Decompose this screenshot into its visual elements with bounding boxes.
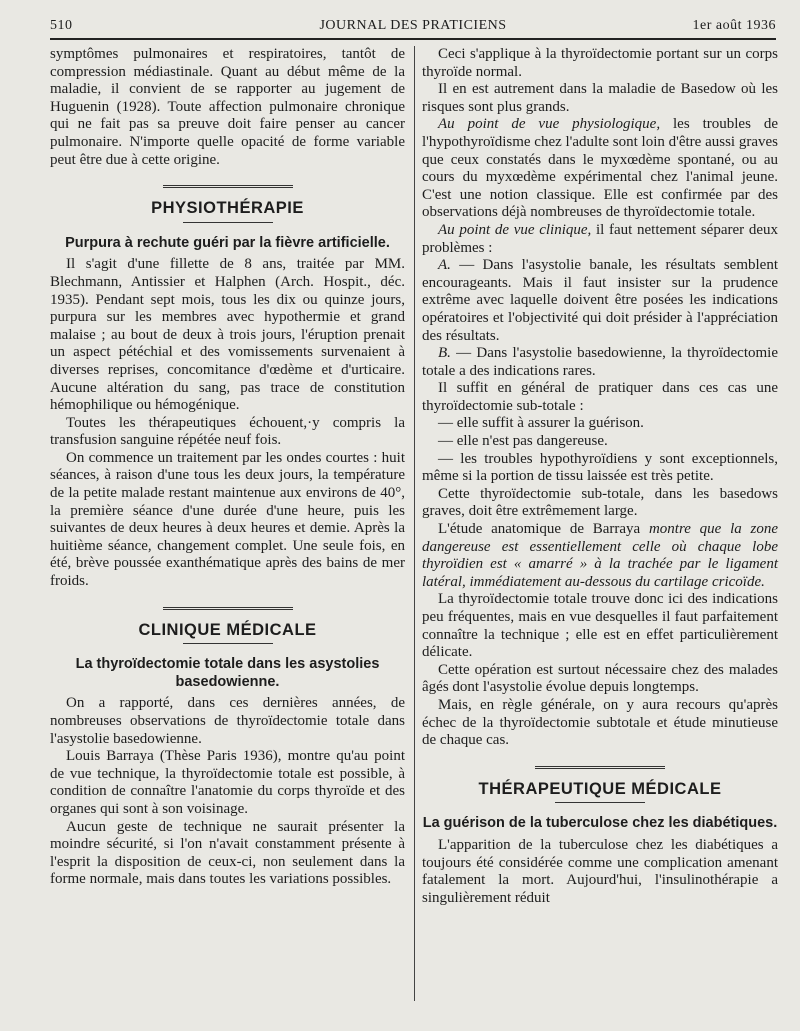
journal-title: JOURNAL DES PRATICIENS <box>319 18 507 33</box>
paragraph-text: — Dans l'asystolie banale, les résultats semblent encourageants. Mais il faut insister sur la prudence extrême avec laquelle doivent être posées les indications opératoires et l'objectivité qui doit présider à l'appréciation des résultats. <box>422 257 778 344</box>
paragraph: Cette opération est surtout nécessaire chez des malades âgés dont l'asystolie évolue depuis longtemps. <box>422 661 778 696</box>
list-item: — les troubles hypothyroïdiens y sont exceptionnels, même si la portion de tissu laissée est très petite. <box>422 450 778 485</box>
paragraph <box>422 521 778 591</box>
page-header <box>50 14 776 40</box>
section-rule <box>183 222 273 223</box>
list-item: — elle suffit à assurer la guérison. <box>438 415 644 432</box>
section-ornament <box>535 766 665 771</box>
article-title-thyroidectomie: La thyroïdectomie totale dans les asystolies basedowienne. <box>75 656 380 690</box>
paragraph: Il suffit en général de pratiquer dans ces cas une thyroïdectomie sub-totale : <box>422 380 778 414</box>
page-number: 510 <box>50 18 73 33</box>
continuation-paragraph: symptômes pulmonaires et respiratoires, tantôt de compression médiastinale. Quant au début même de la maladie, il convient de se rapporter au jugement de Huguenin (1928). Toute affection pulmonaire chronique qui ne fait pas sa preuve doit faire penser au cancer pulmonaire. N'importe quelle opacité de forme variable peut être due à cette origine. <box>50 46 405 168</box>
paragraph: Il en est autrement dans la maladie de Basedow où les risques sont plus grands. <box>422 81 778 115</box>
column-divider <box>414 46 415 1001</box>
paragraph: Cette thyroïdectomie sub-totale, dans les basedows graves, doit être extrêmement large. <box>422 485 778 520</box>
left-column <box>50 46 405 889</box>
italic-lead: A. <box>438 257 451 274</box>
section-heading-physiotherapie: PHYSIOTHÉRAPIE <box>151 199 304 218</box>
italic-lead: Au point de vue physiologique, <box>438 116 661 133</box>
paragraph <box>422 345 778 380</box>
paragraph: La thyroïdectomie totale trouve donc ici des indications peu fréquentes, mais en vue desquelles il faut parfaitement connaître la technique ; elle est en effet particulièrement délicate. <box>422 591 778 661</box>
paragraph <box>422 222 778 257</box>
header-rule <box>50 38 776 40</box>
paragraph <box>422 257 778 345</box>
article-title-tuberculose: La guérison de la tuberculose chez les diabétiques. <box>422 815 778 832</box>
paragraph: Mais, en règle générale, on y aura recours qu'après échec de la thyroïdectomie subtotale et étude minutieuse de chaque cas. <box>422 696 778 749</box>
paragraph-text: — Dans l'asystolie basedowienne, la thyroïdectomie totale a des indications rares. <box>422 345 778 379</box>
paragraph-lead: L'étude anatomique de Barraya <box>438 521 641 538</box>
paragraph: L'apparition de la tuberculose chez les diabétiques a toujours été considérée comme une complication amenant fatalement la mort. Aujourd'hui, l'insulinothérapie a singulièrement réduit <box>422 836 778 906</box>
paragraph: Toutes les thérapeutiques échouent,·y compris la transfusion sanguine répétée neuf fois. <box>50 414 405 449</box>
italic-lead: Au point de vue clinique, <box>438 221 592 238</box>
section-rule <box>555 802 645 803</box>
section-heading-therapeutique: THÉRAPEUTIQUE MÉDICALE <box>478 779 722 798</box>
paragraph: Aucun geste de technique ne saurait présenter la moindre sécurité, si l'on n'avait constamment présente à l'esprit la disposition de ceux-ci, non seulement dans la forme normale, mais dans toutes les variations possibles. <box>50 818 405 888</box>
section-ornament <box>163 185 293 190</box>
paragraph: Ceci s'applique à la thyroïdectomie portant sur un corps thyroïde normal. <box>422 46 778 80</box>
paragraph: On commence un traitement par les ondes courtes : huit séances, à raison d'une tous les deux jours, la température de la petite malade restant maintenue aux environs de 40°, la première séance d'une durée d'une heure, puis les suivantes de deux heures à deux heures et demie. Après la huitième séance, changement complet. Une seule fois, en été, brève poussée exanthématique après des bains de mer froids. <box>50 449 405 590</box>
section-heading-clinique: CLINIQUE MÉDICALE <box>138 620 317 639</box>
paragraph-text: les troubles de l'hypothyroïdisme chez l'adulte sont loin d'être aussi graves que ceux constatés dans le myxœdème spontané, ou au cours du myxœdème expérimental chez l'animal jeune. C'est une notion classique. Elle est confirmée par des observations déjà nombreuses de thyroïdectomie totale. <box>422 116 778 221</box>
paragraph: On a rapporté, dans ces dernières années, de nombreuses observations de thyroïdectomie totale dans l'asystolie basedowienne. <box>50 695 405 747</box>
article-title-purpura: Purpura à rechute guéri par la fièvre artificielle. <box>65 234 390 251</box>
paragraph: Louis Barraya (Thèse Paris 1936), montre qu'au point de vue technique, la thyroïdectomie totale est possible, à condition de connaître l'anatomie du corps thyroïde et des organes qui sont à son voisinage. <box>50 748 405 817</box>
italic-text: montre que la zone dangereuse est essentiellement celle où chaque lobe thyroïdien est « amarré » à la trachée par le ligament latéral, immédiatement au-dessous du cartilage cricoïde. <box>422 521 778 590</box>
section-rule <box>183 643 273 644</box>
paragraph-text: il faut nettement séparer deux problèmes : <box>422 221 778 256</box>
section-ornament <box>163 607 293 612</box>
paragraph: Il s'agit d'une fillette de 8 ans, traitée par MM. Blechmann, Antissier et Halphen (Arch. Hospit., déc. 1935). Pendant sept mois, tous les dix ou quinze jours, purpura sur les membres avec hypothermie et grand malaise ; au bout de deux à trois jours, l'éruption prenait un aspect pétéchial et des vomissements survenaient à diverses reprises, concomitance d'œdème et d'urticaire. Aucune altération du sang, pas trace de constitution hémophilique ou hémogénique. <box>50 256 405 414</box>
issue-date: 1er août 1936 <box>692 18 776 33</box>
italic-lead: B. <box>438 345 451 362</box>
list-item: — elle n'est pas dangereuse. <box>438 433 608 450</box>
right-column <box>422 46 778 907</box>
paragraph <box>422 116 778 222</box>
